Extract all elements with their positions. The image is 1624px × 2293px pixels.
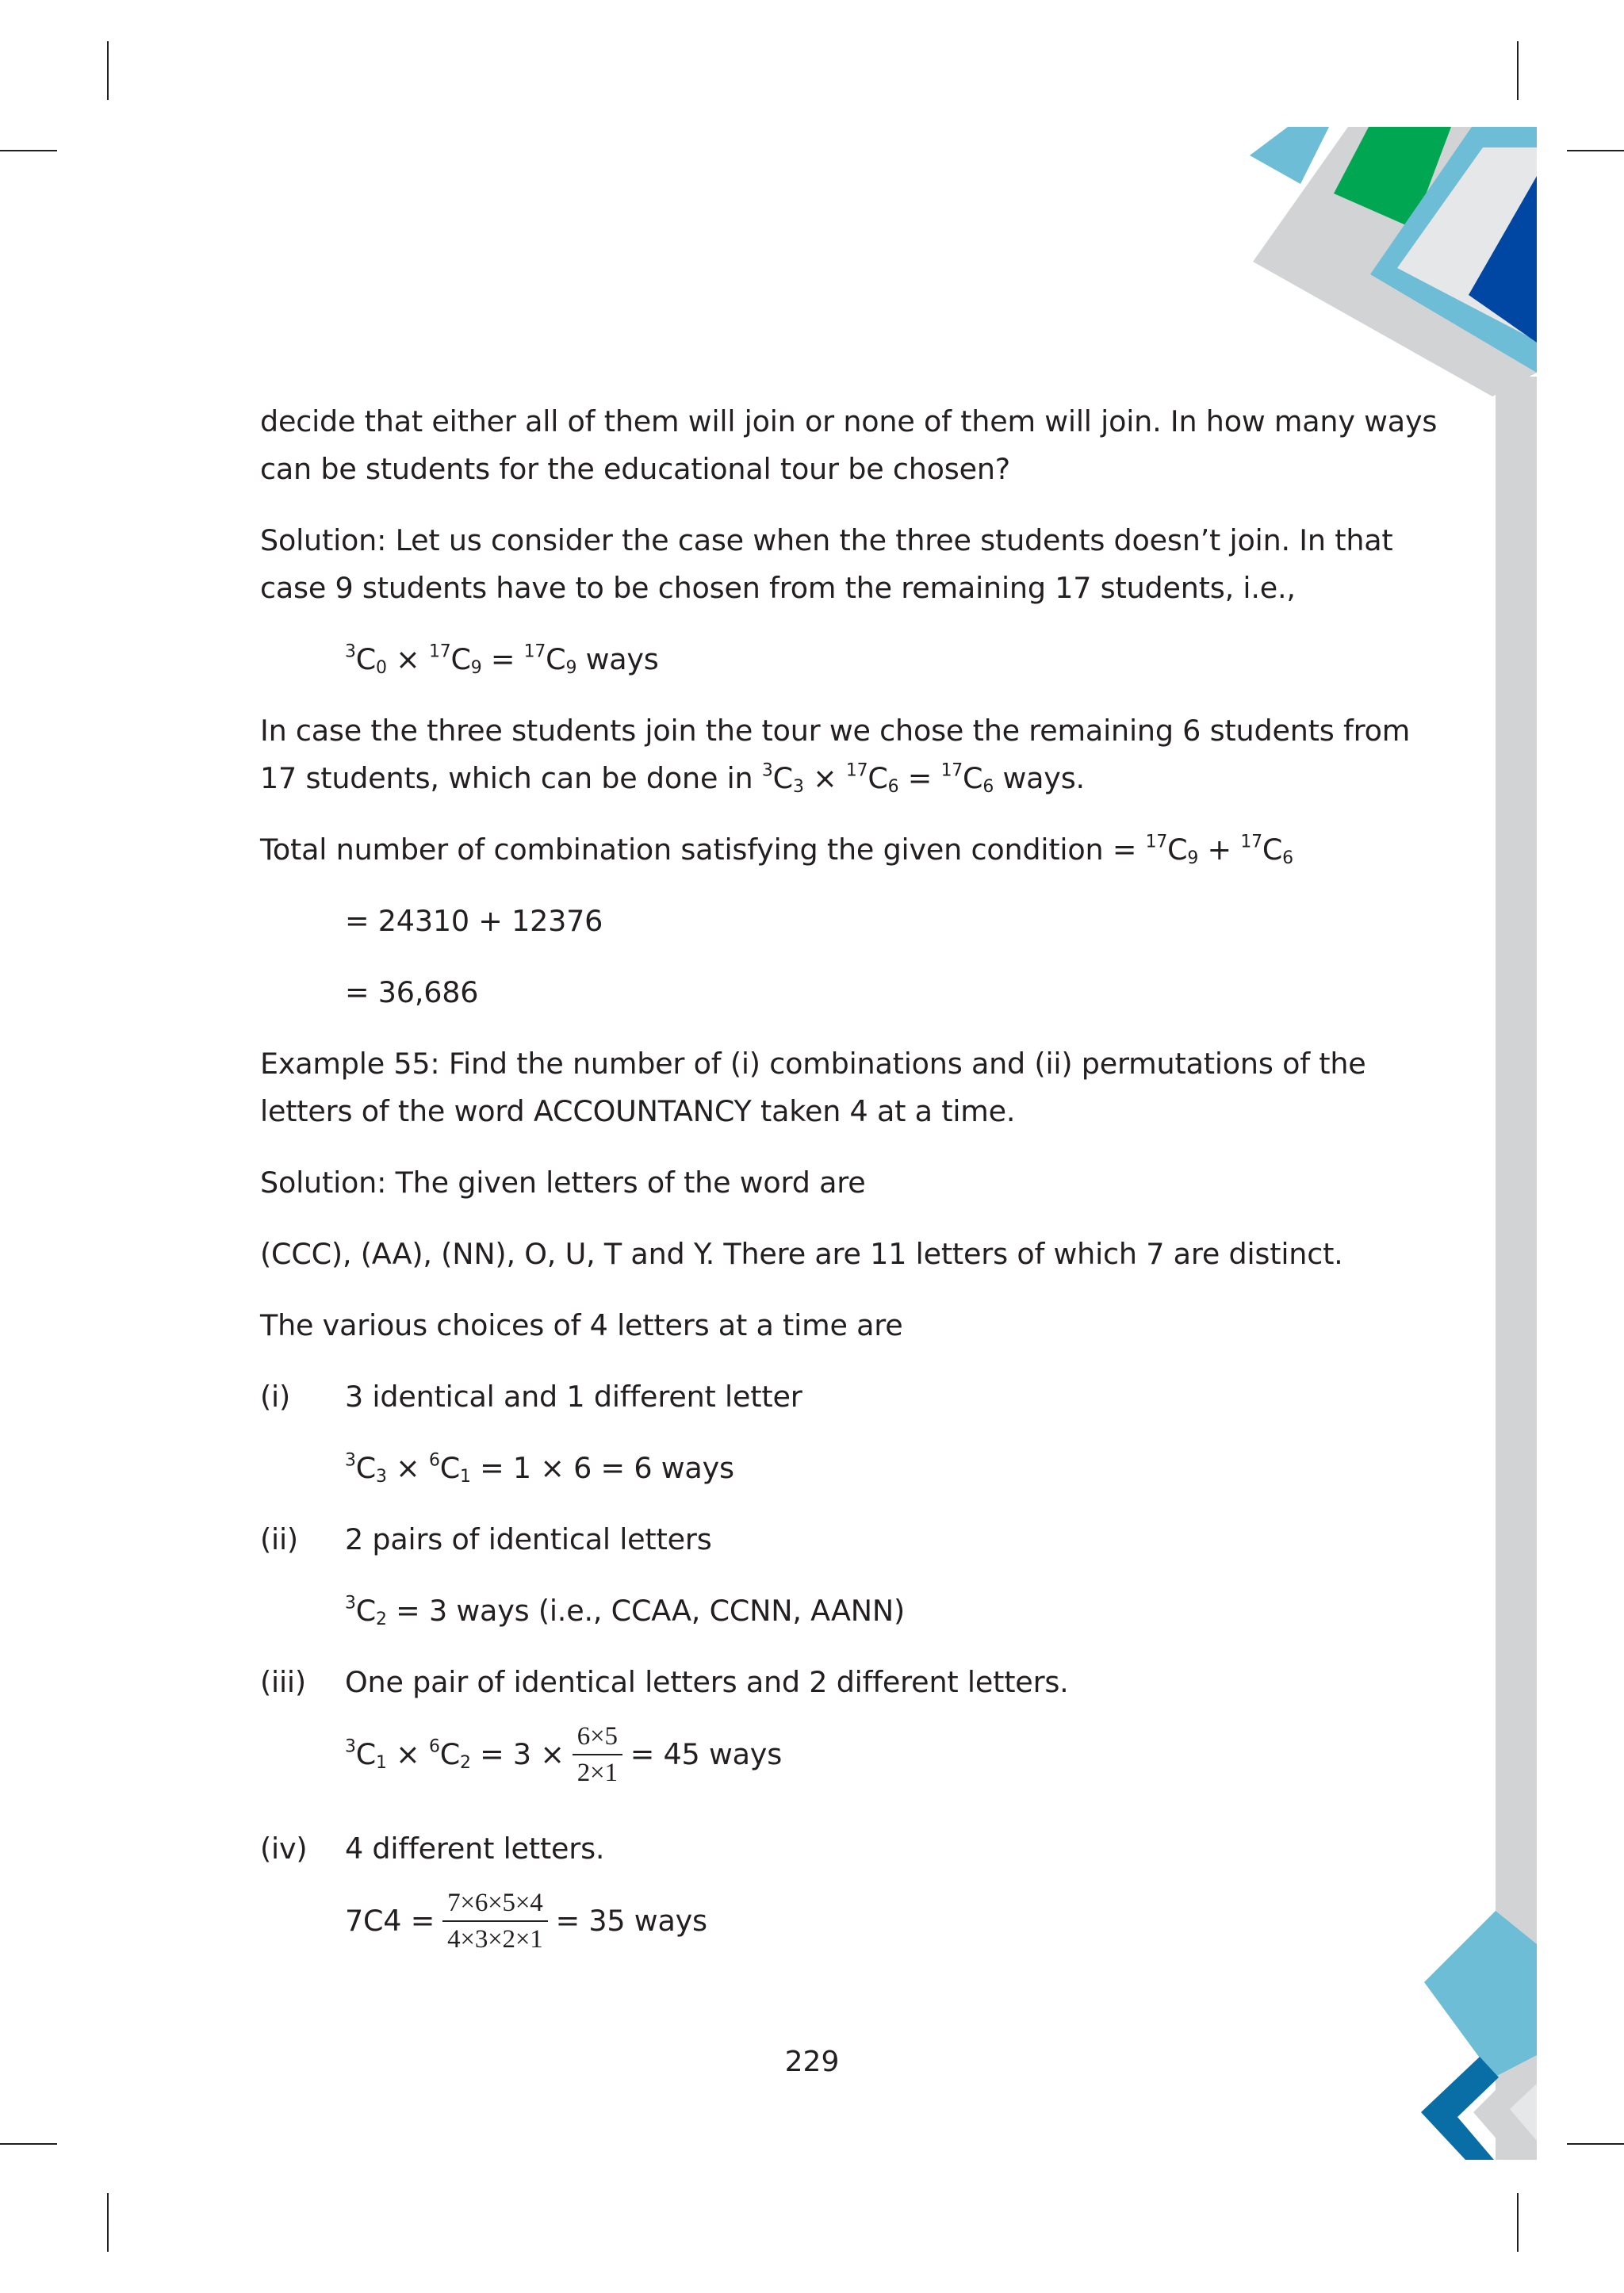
formula-line	[345, 1719, 782, 1790]
superscript: 17	[845, 760, 868, 781]
operator: =	[898, 761, 941, 795]
subscript: 2	[460, 1752, 471, 1773]
bottom-right-corner-graphic	[1421, 1911, 1537, 2160]
superscript: 6	[428, 1736, 440, 1757]
operator: =	[481, 642, 524, 676]
formula-tail: = 1 × 6 = 6 ways	[470, 1451, 734, 1485]
result-line: = 36,686	[345, 975, 479, 1009]
page-number: 229	[784, 2046, 840, 2078]
fraction-denominator: 4×3×2×1	[447, 1925, 543, 1954]
superscript: 3	[761, 760, 773, 781]
combination-symbol: C	[963, 761, 983, 795]
combination-symbol: C	[1167, 833, 1188, 867]
case-text: 2 pairs of identical letters	[345, 1522, 712, 1556]
subscript: 3	[792, 776, 804, 797]
combination-symbol: C	[546, 642, 566, 676]
total-line	[260, 826, 1293, 874]
paragraph-text: ways.	[994, 761, 1085, 795]
superscript: 17	[428, 641, 451, 662]
formula-line	[345, 1885, 707, 1957]
superscript: 6	[428, 1450, 440, 1471]
subscript: 9	[1187, 848, 1199, 868]
fraction-numerator: 7×6×5×4	[442, 1885, 547, 1922]
case-marker: (i)	[260, 1380, 291, 1414]
sum-line: = 24310 + 12376	[345, 904, 603, 938]
case-marker: (iv)	[260, 1832, 308, 1866]
formula-line	[345, 636, 659, 683]
subscript: 2	[376, 1609, 387, 1629]
subscript: 1	[460, 1466, 471, 1487]
subscript: 6	[887, 776, 899, 797]
combination-symbol: C	[355, 1594, 377, 1628]
case-text: One pair of identical letters and 2 different letters.	[345, 1665, 1069, 1699]
operator: ×	[803, 761, 846, 795]
fraction-denominator: 2×1	[576, 1759, 618, 1787]
operator: ×	[386, 642, 429, 676]
combination-symbol: C	[1262, 833, 1283, 867]
fraction	[573, 1719, 622, 1790]
superscript: 3	[345, 1450, 356, 1471]
superscript: 3	[345, 1736, 356, 1757]
paragraph-text: 17 students, which can be done in	[260, 761, 762, 795]
subscript: 1	[376, 1752, 387, 1773]
combination-symbol: C	[439, 1451, 460, 1485]
paragraph-line: In case the three students join the tour we chose the remaining 6 students from	[260, 714, 1411, 748]
superscript: 17	[940, 760, 963, 781]
superscript: 3	[345, 641, 356, 662]
formula-lead: 7C4 =	[345, 1904, 435, 1938]
subscript: 9	[470, 657, 482, 678]
solution-line: (CCC), (AA), (NN), O, U, T and Y. There are 11 letters of which 7 are distinct.	[260, 1237, 1343, 1271]
formula-line	[345, 1445, 734, 1492]
fraction-numerator: 6×5	[573, 1719, 622, 1755]
paragraph-line: decide that either all of them will join or none of them will join. In how many ways	[260, 404, 1438, 438]
paragraph-line: can be students for the educational tour be chosen?	[260, 452, 1010, 486]
subscript: 9	[565, 657, 577, 678]
combination-symbol: C	[450, 642, 471, 676]
formula-tail: ways	[576, 642, 659, 676]
example-heading-line: Example 55: Find the number of (i) combinations and (ii) permutations of the	[260, 1047, 1366, 1081]
fraction	[442, 1885, 547, 1957]
operator: +	[1198, 833, 1241, 867]
formula-lead	[345, 1737, 565, 1771]
formula-tail: = 45 ways	[630, 1737, 783, 1771]
subscript: 6	[1282, 848, 1293, 868]
subscript: 0	[376, 657, 387, 678]
superscript: 17	[1240, 832, 1262, 852]
formula-tail: = 3 ways (i.e., CCAA, CCNN, AANN)	[386, 1594, 905, 1628]
combination-symbol: C	[772, 761, 793, 795]
operator: = 3 ×	[470, 1737, 565, 1771]
solution-line: case 9 students have to be chosen from the remaining 17 students, i.e.,	[260, 571, 1296, 605]
formula-line	[345, 1587, 905, 1635]
solution-line: Solution: The given letters of the word are	[260, 1166, 866, 1200]
solution-line: The various choices of 4 letters at a time are	[260, 1308, 903, 1342]
case-marker: (ii)	[260, 1522, 298, 1556]
combination-symbol: C	[355, 1451, 377, 1485]
superscript: 17	[1145, 832, 1168, 852]
subscript: 6	[982, 776, 994, 797]
solution-line: Solution: Let us consider the case when the three students doesn’t join. In that	[260, 523, 1393, 557]
operator: ×	[386, 1451, 429, 1485]
total-text: Total number of combination satisfying the given condition =	[260, 833, 1146, 867]
formula-tail: = 35 ways	[555, 1904, 707, 1938]
combination-symbol: C	[355, 642, 377, 676]
combination-symbol: C	[868, 761, 888, 795]
combination-symbol: C	[439, 1737, 460, 1771]
crop-marks	[0, 41, 1624, 2252]
example-line: letters of the word ACCOUNTANCY taken 4 at a time.	[260, 1094, 1016, 1128]
superscript: 3	[345, 1593, 356, 1614]
operator: ×	[386, 1737, 429, 1771]
superscript: 17	[523, 641, 546, 662]
paragraph-line	[260, 755, 1085, 802]
case-text: 3 identical and 1 different letter	[345, 1380, 802, 1414]
case-text: 4 different letters.	[345, 1832, 605, 1866]
subscript: 3	[376, 1466, 387, 1487]
combination-symbol: C	[355, 1737, 377, 1771]
case-marker: (iii)	[260, 1665, 306, 1699]
